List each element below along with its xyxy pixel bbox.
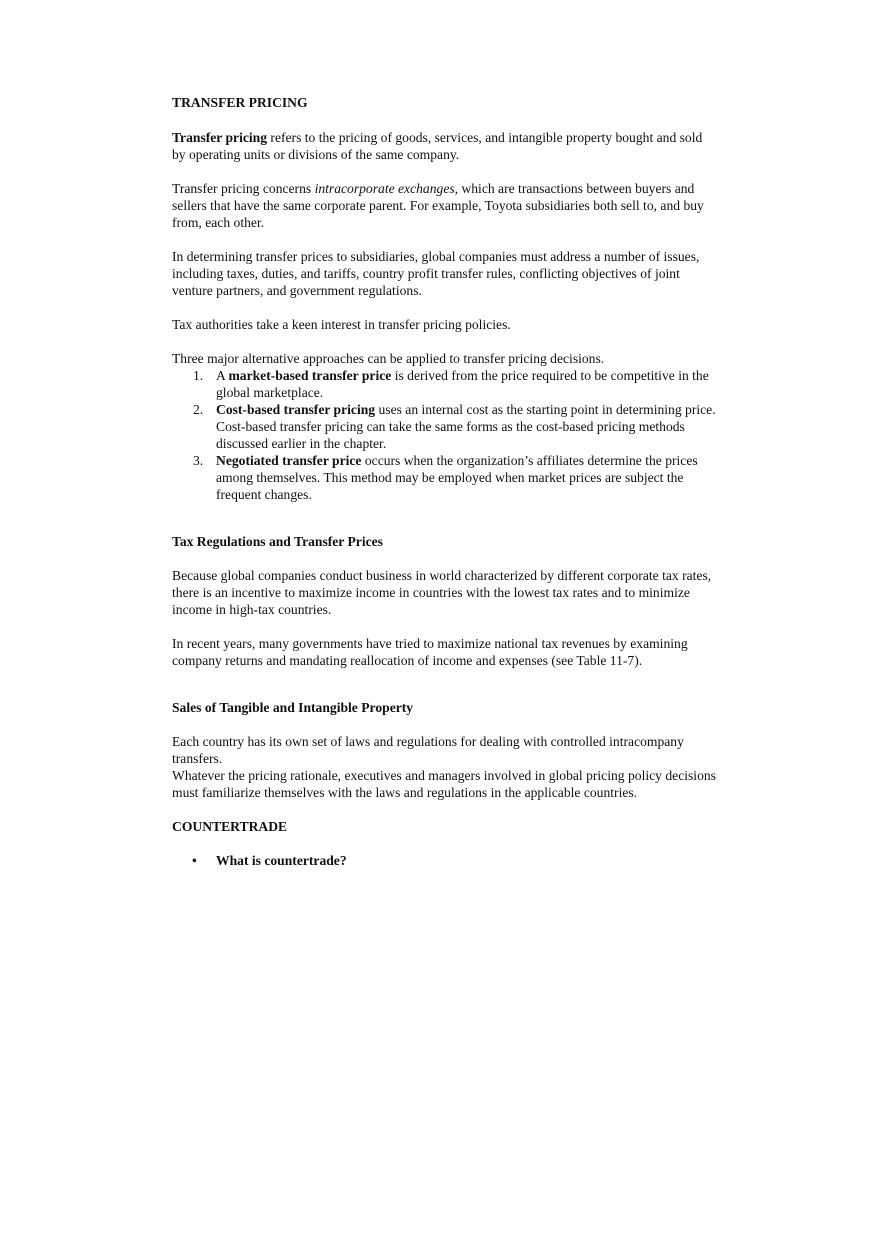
paragraph-transfer-pricing-definition [172,129,717,163]
bullet-icon: • [192,853,197,868]
item-text: A [216,368,229,383]
countertrade-bullet-list [172,852,717,869]
paragraph-text: refers to the pricing of goods, services, and intangible property bought and sold by operating units or divisions of the same company. [172,130,703,162]
term-transfer-pricing: Transfer pricing [172,130,268,145]
term-cost-based-transfer-pricing: Cost-based transfer pricing [216,402,376,417]
bullet-item-what-is-countertrade [192,852,717,869]
term-negotiated-transfer-price: Negotiated transfer price [216,453,362,468]
paragraph-tax-rates: Because global companies conduct business in world characterized by different corporate tax rates, there is an incentive to maximize income in countries with the lowest tax rates and to minimize income in high-tax countries. [172,568,712,617]
document-page [172,94,717,869]
bullet-text: What is countertrade? [216,853,347,868]
list-number: 3. [193,453,204,468]
approach-item-market-based [193,367,717,401]
paragraph-text: , which are transactions between buyers and sellers that have the same corporate parent. For example, Toyota subsidiaries both sell to, and buy from, each other. [172,181,704,230]
paragraph-text: Transfer pricing concerns [172,181,315,196]
term-market-based-transfer-price: market-based transfer price [228,368,392,383]
paragraph-tax-authorities: Tax authorities take a keen interest in transfer pricing policies. [172,317,511,332]
paragraph-government-tax-revenues: In recent years, many governments have tried to maximize national tax revenues by examining company returns and mandating reallocation of income and expenses (see Table 11-7). [172,636,688,668]
term-intracorporate-exchanges: intracorporate exchanges [314,181,455,196]
spacer [172,669,717,699]
approach-item-cost-based [193,401,717,452]
spacer [172,503,717,533]
section-heading-tax-regulations: Tax Regulations and Transfer Prices [172,534,383,549]
document-title: TRANSFER PRICING [172,95,308,110]
item-text: occurs when the organization’s affiliates determine the prices among themselves. This method may be employed when market prices are subject the frequent changes. [216,453,698,502]
paragraph-intracorporate-exchanges [172,180,717,231]
paragraph-determining-prices: In determining transfer prices to subsidiaries, global companies must address a number of issues, including taxes, duties, and tariffs, country profit transfer rules, conflicting objectives of joint venture partners, and government regulations. [172,249,700,298]
section-heading-sales-property: Sales of Tangible and Intangible Property [172,700,414,715]
item-text: is derived from the price required to be competitive in the global marketplace. [216,368,709,400]
item-text: uses an internal cost as the starting point in determining price. Cost-based transfer pricing can take the same forms as the cost-based pricing methods discussed earlier in the chapter. [216,402,716,451]
list-number: 2. [193,402,204,417]
section-heading-countertrade: COUNTERTRADE [172,819,288,834]
paragraph-pricing-rationale: Whatever the pricing rationale, executives and managers involved in global pricing policy decisions must familiarize themselves with the laws and regulations in the applicable countries. [172,768,716,800]
approach-item-negotiated [193,452,717,503]
paragraph-three-approaches: Three major alternative approaches can be applied to transfer pricing decisions. [172,351,605,366]
paragraph-country-laws: Each country has its own set of laws and regulations for dealing with controlled intracompany transfers. [172,734,684,766]
approaches-list [172,367,717,503]
list-number: 1. [193,368,204,383]
